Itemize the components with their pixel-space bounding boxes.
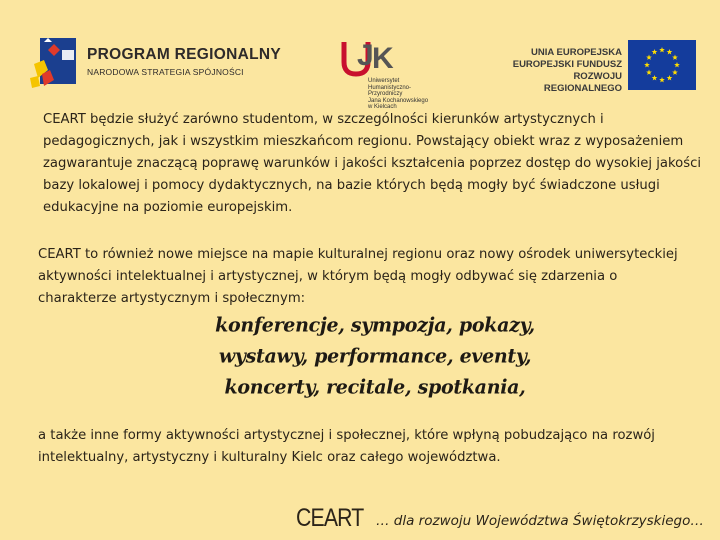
eu-line: EUROPEJSKI FUNDUSZ <box>512 59 622 70</box>
ujk-caption-line: w Kielcach <box>368 104 397 110</box>
eu-logo <box>488 40 698 96</box>
eu-star-icon <box>646 70 652 75</box>
ujk-caption-line: Humanistyczno-Przyrodniczy <box>368 84 412 97</box>
eu-star-icon <box>652 75 658 80</box>
eu-star-icon <box>667 75 673 80</box>
eu-star-icon <box>672 55 678 60</box>
eu-star-icon <box>659 77 665 82</box>
eu-star-icon <box>652 49 658 54</box>
ujk-logo <box>338 38 433 110</box>
text-span: jak i wszystkim mieszkańcom regionu. <box>158 134 412 149</box>
svg-text:J: J <box>357 39 374 72</box>
paragraph-cultural <box>38 244 698 310</box>
ceart-footer-logo: CEART <box>296 504 364 532</box>
eu-star-icon <box>644 62 650 67</box>
eu-star-icon <box>674 62 680 67</box>
events-line: konferencje, sympozja, pokazy, <box>215 313 535 337</box>
ujk-caption-line: Jana Kochanowskiego <box>368 97 429 104</box>
eu-star-icon <box>672 70 678 75</box>
eu-stars-icon <box>628 40 696 90</box>
svg-text:K: K <box>372 42 394 75</box>
ujk-caption <box>368 78 433 111</box>
eu-fund-text <box>494 47 622 95</box>
events-list <box>200 310 550 403</box>
program-regionalny-emblem-icon <box>30 34 82 92</box>
eu-star-icon <box>667 49 673 54</box>
program-regionalny-logo <box>30 34 290 94</box>
ujk-emblem-icon <box>338 38 400 80</box>
text-span: w którym będą mogły odbywać się zdarzenia o charakterze artystycznym i społecznym: <box>38 269 618 306</box>
text-span: to również nowe miejsce na mapie kulturalnej regionu oraz nowy ośrodek uniwersyteckiej aktywności intelektualnej i artystycznej, <box>38 247 678 284</box>
ceart-name: CEART <box>38 247 86 262</box>
footer <box>296 504 716 538</box>
paragraph-other-activities: a także inne formy aktywności artystycznej i społecznej, które wpłyną pobudzająco na rozwój intelektualny, artystyczny i kulturalny Kielc oraz całego województwa. <box>38 428 655 465</box>
events-line: wystawy, performance, eventy, <box>218 344 532 368</box>
eu-line: ROZWOJU REGIONALNEGO <box>543 71 622 94</box>
text-span: Powstający obiekt wraz z wyposażeniem zagwarantuje znaczącą poprawę warunków i jakości kształcenia poprzez dostęp do wysokiej jakości bazy lokalowej i pomocy dydaktycznych, na bazie których będą mogły być świadczone usługi edukacyjne na poziomie europejskim. <box>43 134 701 215</box>
ceart-name: CEART <box>43 112 91 127</box>
text-span: będzie służyć zarówno studentom, <box>90 112 319 127</box>
logo-bar <box>0 0 720 108</box>
footer-tagline: … dla rozwoju Województwa Świętokrzyskiego… <box>376 513 704 529</box>
text-span: w szczególności kierunków artystycznych i pedagogicznych, <box>43 112 604 149</box>
events-line: koncerty, recitale, spotkania, <box>224 375 526 399</box>
program-regionalny-subtitle: NARODOWA STRATEGIA SPÓJNOŚCI <box>87 67 244 77</box>
eu-star-icon <box>659 47 665 52</box>
eu-star-icon <box>646 55 652 60</box>
program-regionalny-title: PROGRAM REGIONALNY <box>87 46 281 63</box>
eu-flag-icon <box>628 40 696 90</box>
ujk-caption-line: Uniwersytet <box>368 78 400 84</box>
paragraph-students <box>43 109 703 219</box>
eu-line: UNIA EUROPEJSKA <box>531 47 622 58</box>
